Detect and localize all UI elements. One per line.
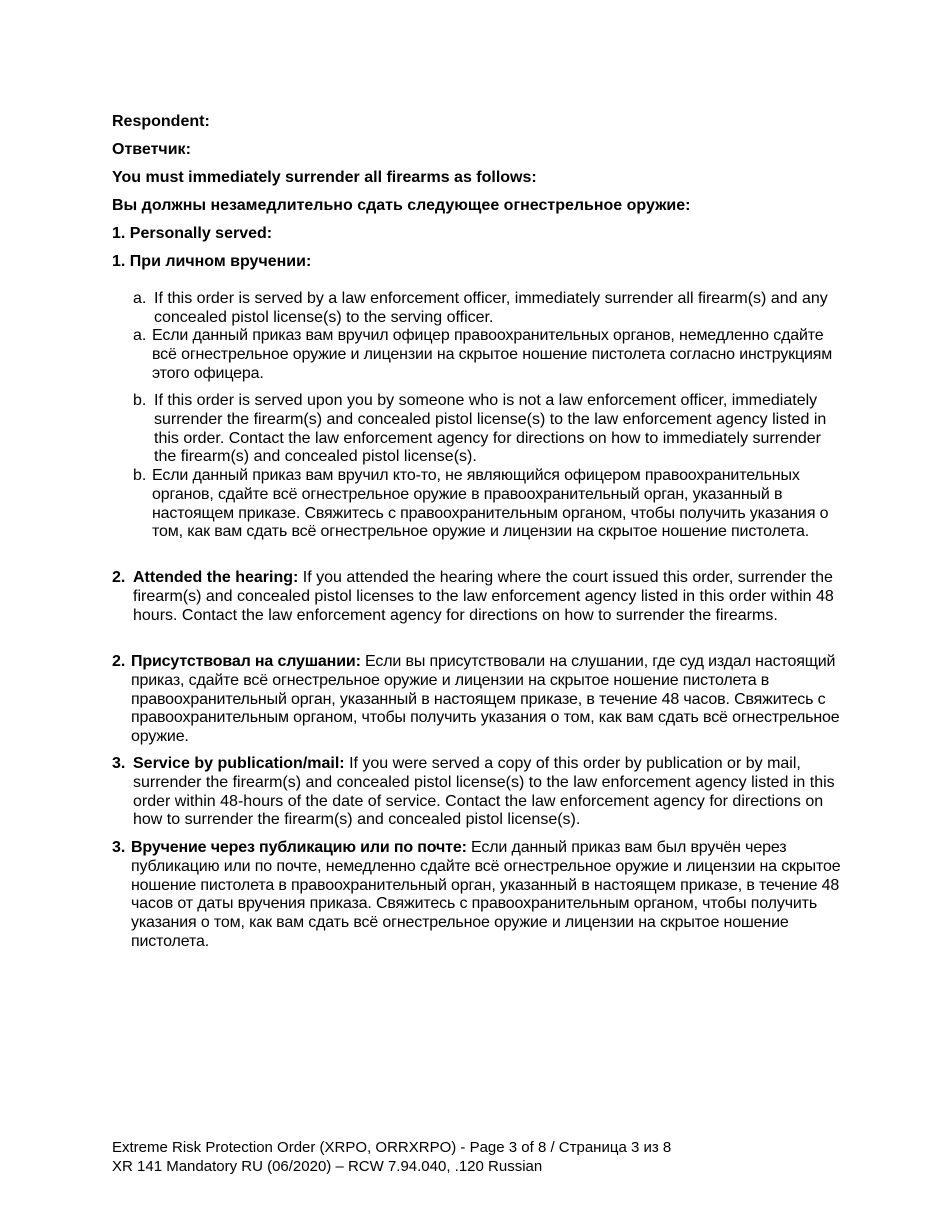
item-2-en — [112, 569, 842, 625]
item-a-label-ru: a. — [133, 327, 147, 344]
item-3-text-en: If you were served a copy of this order by publication or by mail, surrender the firearm(s) and concealed pistol license(s) to the law enforcement agency listed in this order within 48-hours of the date of service. Contact the law enforcement agency for directions on how to surrender the firearm(s) and concealed pistol license(s). — [133, 755, 835, 829]
item-b-text-ru: Если данный приказ вам вручил кто-то, не являющийся офицером правоохранительных органов, сдайте всё огнестрельное оружие в правоохранительный орган, указанный в настоящем приказе. Свяжитесь с правоохранительным органом, чтобы получить указания о том, как вам сдать всё огнестрельное оружие и лицензии на скрытое ношение пистолета. — [152, 467, 829, 541]
heading-respondent-en: Respondent: — [112, 113, 210, 130]
item-3-ru — [112, 839, 842, 952]
item-3-title-ru: Вручение через публикацию или по почте: — [131, 839, 467, 856]
heading-personally-served-ru: 1. При личном вручении: — [112, 253, 312, 270]
item-3-number-ru: 3. — [112, 839, 126, 856]
item-3-title-en: Service by publication/mail: — [133, 755, 345, 772]
heading-surrender-en: You must immediately surrender all firearms as follows: — [112, 169, 537, 186]
footer-line-1: Extreme Risk Protection Order (XRPO, ORRXRPO) - Page 3 of 8 / Страница 3 из 8 — [112, 1139, 672, 1156]
page-footer — [112, 1138, 671, 1176]
heading-respondent-ru: Ответчик: — [112, 141, 191, 158]
footer-line-2: XR 141 Mandatory RU (06/2020) – RCW 7.94.040, .120 Russian — [112, 1158, 543, 1175]
item-b-label-en: b. — [133, 392, 147, 409]
item-2-text-en: If you attended the hearing where the court issued this order, surrender the firearm(s) and concealed pistol licenses to the law enforcement agency listed in this order within 48 hours. Contact the law enforcement agency for directions on how to surrender the firearms. — [133, 569, 834, 624]
item-2-number-en: 2. — [112, 569, 126, 586]
item-3-en — [112, 755, 842, 830]
item-2-text-ru: Если вы присутствовали на слушании, где суд издал настоящий приказ, сдайте всё огнестрельное оружие и лицензии на скрытое ношение пистолета в правоохранительный орган, указанный в настоящем приказе, в течение 48 часов. Свяжитесь с правоохранительным органом, чтобы получить указания о том, как вам сдать всё огнестрельное оружие. — [131, 653, 840, 746]
item-a-en — [133, 290, 843, 328]
item-2-title-en: Attended the hearing: — [133, 569, 299, 586]
heading-personally-served-en: 1. Personally served: — [112, 225, 273, 242]
item-a-label-en: a. — [133, 290, 147, 307]
heading-surrender-ru: Вы должны незамедлительно сдать следующее огнестрельное оружие: — [112, 197, 691, 214]
item-2-ru — [112, 653, 842, 747]
item-b-text-en: If this order is served upon you by someone who is not a law enforcement officer, immediately surrender the firearm(s) and concealed pistol license(s) to the law enforcement agency listed in this order. Contact the law enforcement agency for directions on how to immediately surrender the firearm(s) and concealed pistol license(s). — [154, 392, 827, 466]
item-b-ru — [133, 467, 843, 542]
item-2-title-ru: Присутствовал на слушании: — [131, 653, 361, 670]
item-a-text-ru: Если данный приказ вам вручил офицер правоохранительных органов, немедленно сдайте всё огнестрельное оружие и лицензии на скрытое ношение пистолета согласно инструкциям этого офицера. — [152, 327, 833, 382]
item-b-label-ru: b. — [133, 467, 147, 484]
item-2-number-ru: 2. — [112, 653, 126, 670]
item-a-ru — [133, 327, 843, 383]
item-a-text-en: If this order is served by a law enforcement officer, immediately surrender all firearm(s) and any concealed pistol license(s) to the serving officer. — [154, 290, 828, 326]
item-3-text-ru: Если данный приказ вам был вручён через публикацию или по почте, немедленно сдайте всё огнестрельное оружие и лицензии на скрытое ношение пистолета в правоохранительный орган, указанный в настоящем приказе, в течение 48 часов от даты вручения приказа. Свяжитесь с правоохранительным органом, чтобы получить указания о том, как вам сдать всё огнестрельное оружие и лицензии на скрытое ношение пистолета. — [131, 839, 841, 950]
item-b-en — [133, 392, 843, 467]
item-3-number-en: 3. — [112, 755, 126, 772]
